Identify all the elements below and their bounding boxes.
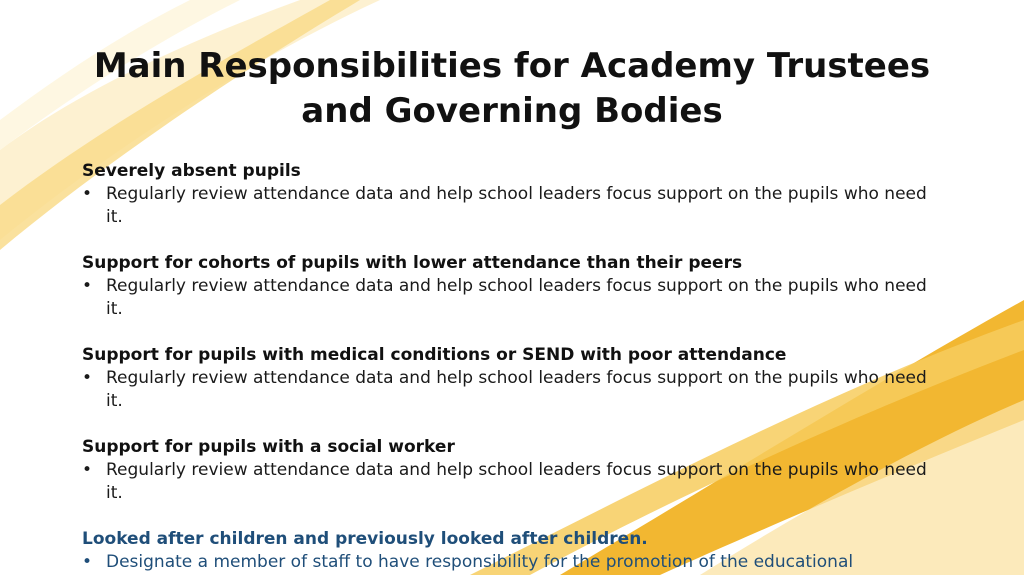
responsibilities-list — [82, 160, 932, 575]
bullet-text: Regularly review attendance data and help school leaders focus support on the pupils who need it. — [106, 460, 927, 503]
title-line-2: and Governing Bodies — [301, 91, 723, 131]
bullet-dot-icon: • — [82, 184, 93, 204]
section-bullet — [82, 275, 932, 321]
bullet-text: Regularly review attendance data and help school leaders focus support on the pupils who need it. — [106, 368, 927, 411]
slide-title — [40, 44, 984, 134]
section-bullet — [82, 367, 932, 413]
bullet-dot-icon: • — [82, 460, 93, 480]
section-bullet — [82, 183, 932, 229]
bullet-text: Regularly review attendance data and help school leaders focus support on the pupils who need it. — [106, 184, 927, 227]
section-heading: Support for pupils with a social worker — [82, 437, 455, 457]
title-line-1: Main Responsibilities for Academy Trustees — [93, 46, 931, 86]
section-bullet — [82, 459, 932, 505]
section-bullet — [82, 551, 932, 574]
bullet-dot-icon: • — [82, 368, 93, 388]
section-heading: Support for pupils with medical conditions or SEND with poor attendance — [82, 345, 787, 365]
bullet-dot-icon: • — [82, 276, 93, 296]
bullet-text: Designate a member of staff to have responsibility for the promotion of the educational — [106, 552, 854, 572]
section-looked-after-children — [82, 528, 932, 574]
section-severely-absent — [82, 160, 932, 229]
section-social-worker — [82, 436, 932, 505]
section-cohorts-lower-attendance — [82, 252, 932, 321]
bullet-text: Regularly review attendance data and help school leaders focus support on the pupils who need it. — [106, 276, 927, 319]
section-heading: Severely absent pupils — [82, 161, 301, 181]
section-medical-send — [82, 344, 932, 413]
bullet-dot-icon: • — [82, 552, 93, 572]
section-heading: Support for cohorts of pupils with lower attendance than their peers — [82, 253, 743, 273]
section-heading: Looked after children and previously looked after children. — [82, 529, 648, 549]
